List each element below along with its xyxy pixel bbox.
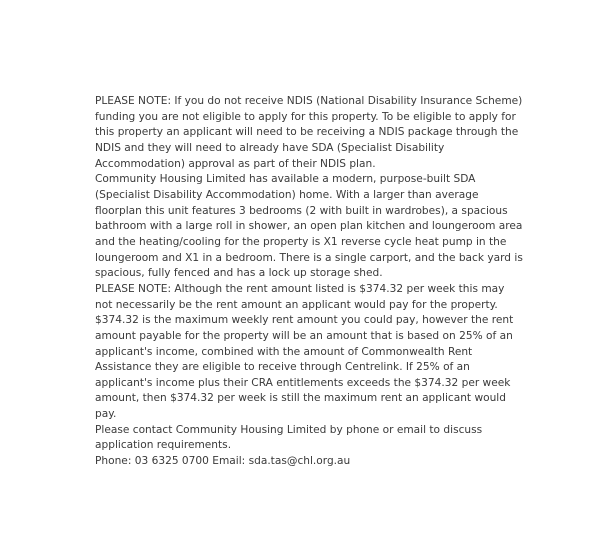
contact-instructions: Please contact Community Housing Limited by phone or email to discuss application requirements.	[95, 423, 483, 452]
rent-amount-notice: PLEASE NOTE: Although the rent amount listed is $374.32 per week this may not necessarily be the rent amount an applicant would pay for the property. $374.32 is the maximum weekly rent amount you could pay, however the rent amount payable for the property will be an amount that is based on 25% of an applicant's income, combined with the amount of Commonwealth Rent Assistance they are eligible to receive through Centrelink. If 25% of an applicant's income plus their CRA entitlements exceeds the $374.32 per week amount, then $374.32 per week is still the maximum rent an applicant would pay.	[95, 282, 514, 421]
ndis-eligibility-notice: PLEASE NOTE: If you do not receive NDIS (National Disability Insurance Scheme) funding you are not eligible to apply for this property. To be eligible to apply for this property an applicant will need to be receiving a NDIS package through the NDIS and they will need to already have SDA (Specialist Disability Accommodation) approval as part of their NDIS plan.	[95, 95, 523, 170]
listing-description	[95, 94, 525, 470]
contact-details: Phone: 03 6325 0700 Email: sda.tas@chl.org.au	[95, 455, 351, 468]
property-details-paragraph: Community Housing Limited has available a modern, purpose-built SDA (Specialist Disability Accommodation) home. With a larger than average floorplan this unit features 3 bedrooms (2 with built in wardrobes), a spacious bathroom with a large roll in shower, an open plan kitchen and loungeroom area and the heating/cooling for the property is X1 reverse cycle heat pump in the loungeroom and X1 in a bedroom. There is a single carport, and the back yard is spacious, fully fenced and has a lock up storage shed.	[95, 173, 523, 280]
